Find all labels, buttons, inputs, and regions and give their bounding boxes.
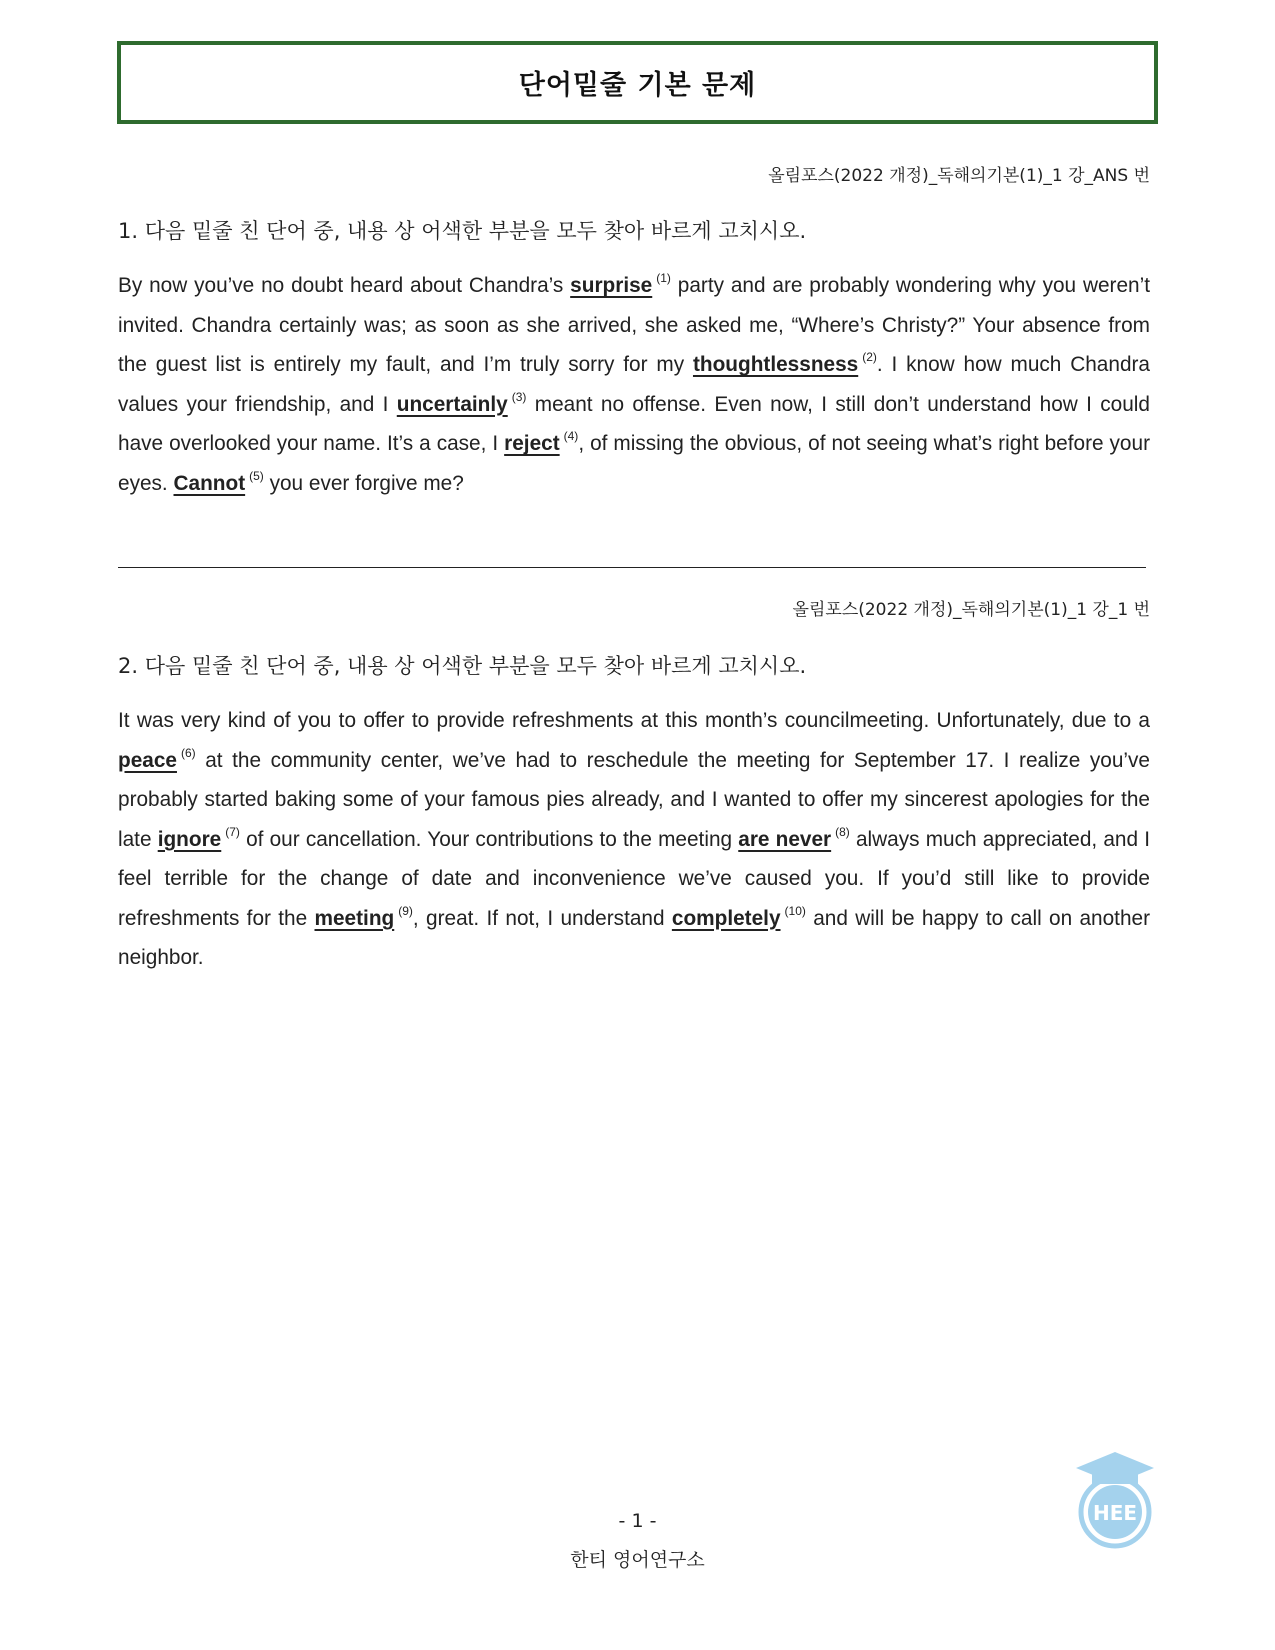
- underlined-word-8: are never: [738, 827, 832, 851]
- q1-source: 올림포스(2022 개정)_독해의기본(1)_1 강_ANS 번: [768, 166, 1150, 186]
- q2-text: and will be happy to call on another neighbor.: [118, 906, 1150, 969]
- underlined-word-3: uncertainly: [396, 392, 508, 416]
- q2-text: , great. If not, I understand: [412, 906, 672, 930]
- marker-4: (4): [563, 429, 579, 444]
- title-box: [117, 41, 1158, 124]
- q1-text: party and are probably wondering why you weren’t invited. Chandra certainly was; as soon as she arrived, she asked me, “Where’s Christy?” Your absence from the guest list is entirely my fault, and I’m truly sorry for my: [118, 274, 1151, 376]
- q2-passage: [118, 701, 1150, 978]
- hee-logo: [1072, 1450, 1158, 1550]
- marker-3: (3): [511, 389, 527, 404]
- q1-text: By now you’ve no doubt heard about Chandra’s: [118, 274, 571, 297]
- marker-5: (5): [249, 468, 264, 483]
- q1-text: meant no offense. Even now, I still don’t understand how I could have overlooked your name. It’s a case, I: [118, 392, 1150, 455]
- page-number: - 1 -: [618, 1510, 657, 1532]
- underlined-word-1: surprise: [570, 274, 653, 297]
- underlined-word-4: reject: [504, 432, 560, 455]
- q1-text: . I know how much Chandra values your friendship, and I: [118, 353, 1150, 416]
- marker-6: (6): [180, 745, 196, 760]
- underlined-word-2: thoughtlessness: [692, 353, 859, 376]
- marker-9: (9): [398, 903, 413, 918]
- marker-1: (1): [656, 271, 671, 286]
- page-title: 단어밑줄 기본 문제: [518, 70, 757, 101]
- underlined-word-10: completely: [671, 906, 781, 930]
- q2-text: It was very kind of you to offer to provide refreshments at this month’s councilmeeting. Unfortunately, due to a: [118, 709, 1150, 732]
- q2-instruction: 2. 다음 밑줄 친 단어 중, 내용 상 어색한 부분을 모두 찾아 바르게 고치시오.: [118, 654, 807, 678]
- underlined-word-5: Cannot: [173, 471, 246, 495]
- graduation-cap-icon: [1072, 1450, 1158, 1550]
- marker-10: (10): [784, 903, 806, 918]
- q1-passage: [118, 266, 1150, 503]
- q2-text: at the community center, we’ve had to reschedule the meeting for September 17. I realize you’ve probably started baking some of your famous pies already, and I wanted to offer my sincerest apologies for the late: [118, 748, 1150, 851]
- logo-text: HEE: [1092, 1501, 1138, 1525]
- q1-text: you ever forgive me?: [263, 471, 464, 495]
- underlined-word-6: peace: [118, 748, 177, 772]
- q2-text: of our cancellation. Your contributions to the meeting: [239, 827, 739, 851]
- q2-source: 올림포스(2022 개정)_독해의기본(1)_1 강_1 번: [792, 600, 1150, 620]
- footer-organization: 한티 영어연구소: [570, 1549, 705, 1571]
- marker-7: (7): [225, 824, 240, 839]
- q2-text: always much appreciated, and I feel terrible for the change of date and inconvenience we’ve caused you. If you’d still like to provide refreshments for the: [118, 827, 1151, 930]
- section-divider: [118, 567, 1146, 568]
- underlined-word-9: meeting: [314, 906, 395, 930]
- q1-text: , of missing the obvious, of not seeing what’s right before your eyes.: [118, 432, 1150, 495]
- marker-2: (2): [862, 350, 877, 365]
- marker-8: (8): [835, 824, 850, 839]
- underlined-word-7: ignore: [157, 827, 222, 851]
- q1-instruction: 1. 다음 밑줄 친 단어 중, 내용 상 어색한 부분을 모두 찾아 바르게 고치시오.: [118, 219, 807, 243]
